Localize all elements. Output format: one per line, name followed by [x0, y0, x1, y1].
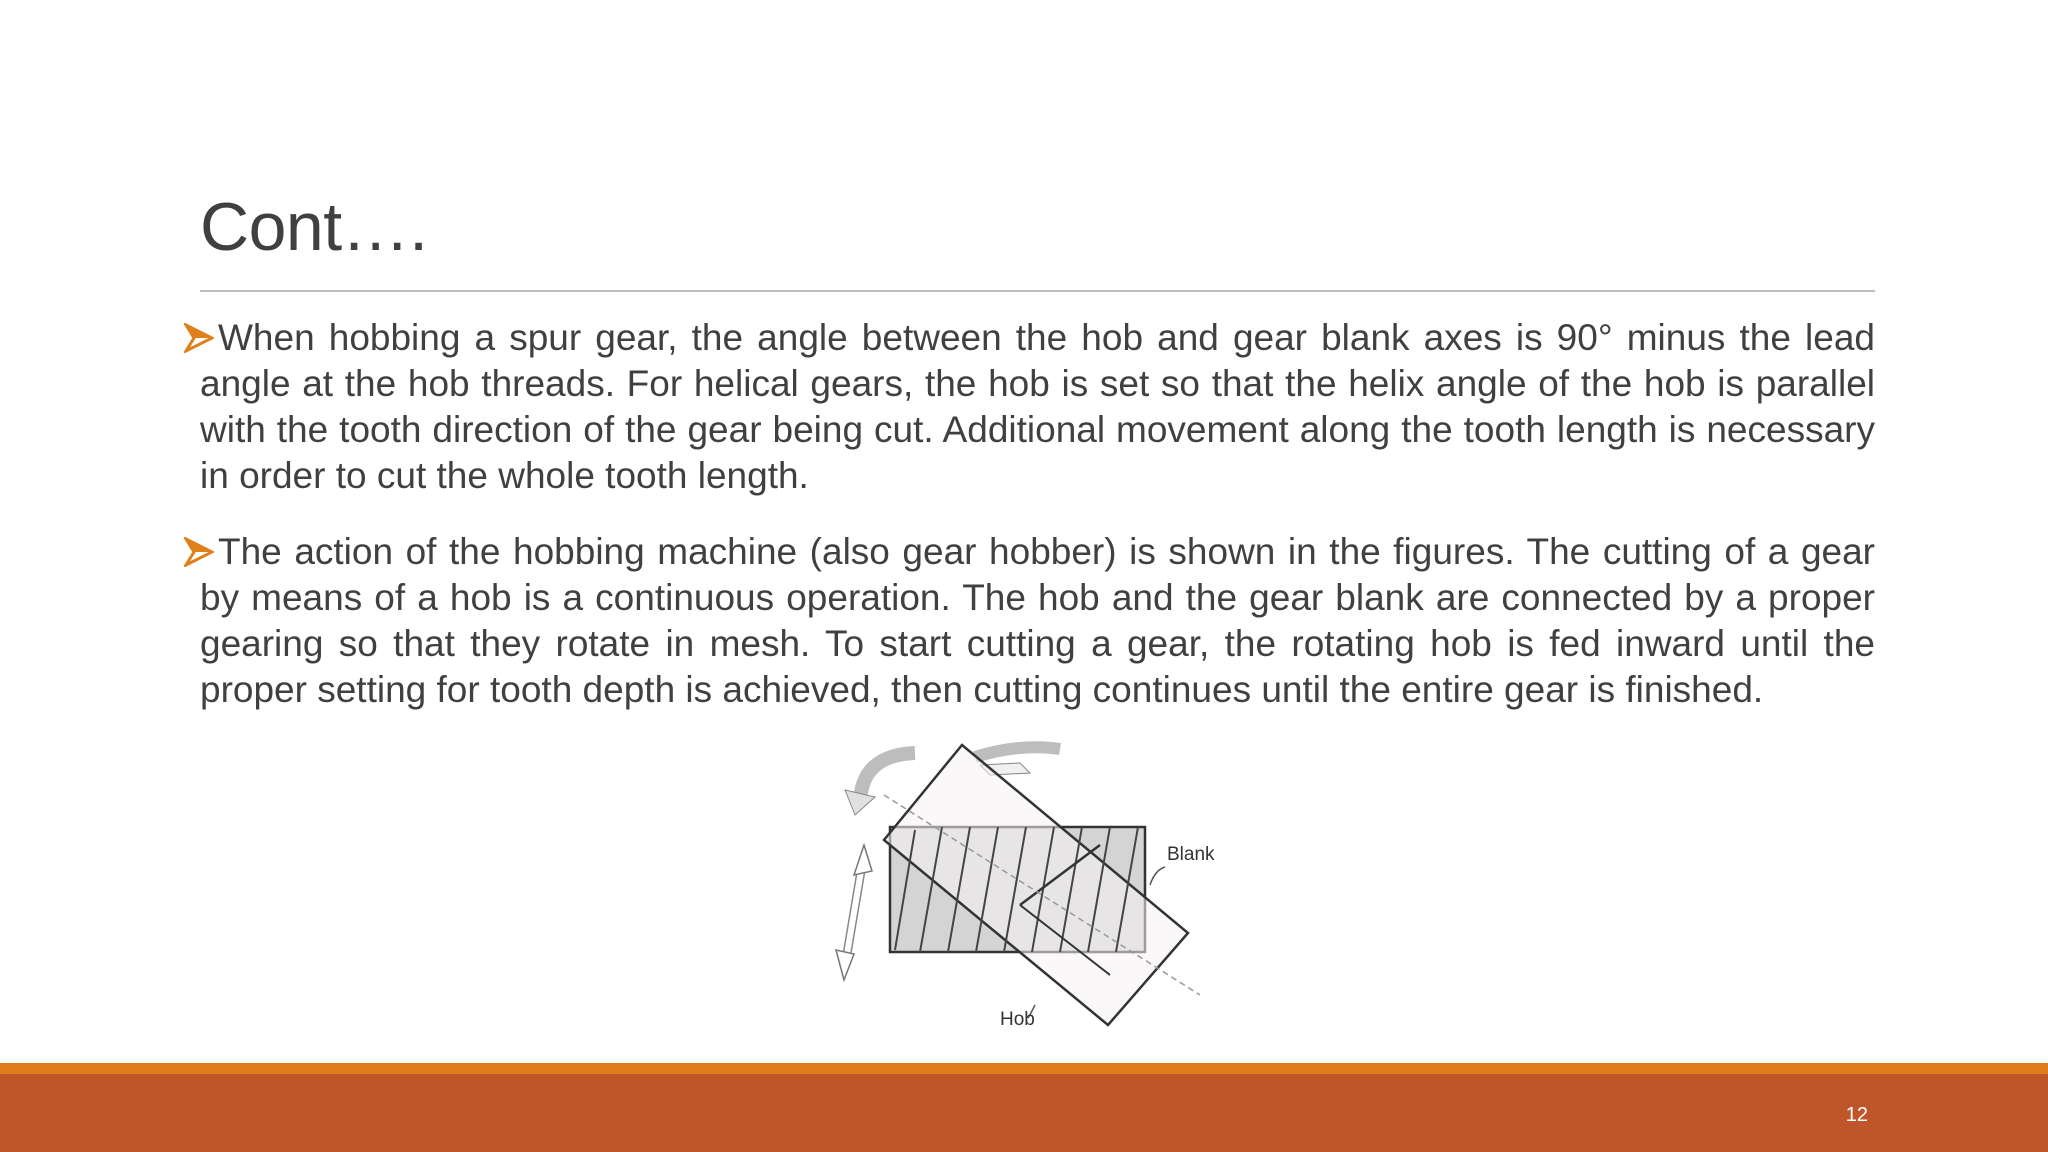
page-number: 12	[1845, 1104, 1868, 1126]
slide-body	[200, 315, 1875, 743]
bullet-text: When hobbing a spur gear, the angle between the hob and gear blank axes is 90° minus the lead angle at the hob threads. For helical gears, the hob is set so that the helix angle of the hob is parallel with the tooth direction of the gear being cut. Additional movement along the tooth length is necessary in order to cut the whole tooth length.	[200, 317, 1875, 496]
rotation-arrow-blank-icon	[975, 747, 1060, 757]
bullet-item	[200, 315, 1875, 499]
arrow-bullet-icon	[184, 537, 218, 569]
title-divider	[200, 290, 1875, 292]
footer-accent-bar	[0, 1063, 2048, 1074]
footer-bar	[0, 1074, 2048, 1152]
blank-label: Blank	[1167, 844, 1215, 865]
slide-title: Cont….	[200, 189, 428, 265]
bullet-text: The action of the hobbing machine (also gear hobber) is shown in the figures. The cutting of a gear by means of a hob is a continuous operation. The hob and the gear blank are connected by a proper gearing so that they rotate in mesh. To start cutting a gear, the rotating hob is fed inward until the proper setting for tooth depth is achieved, then cutting continues until the entire gear is finished.	[200, 531, 1875, 710]
feed-arrow-icon	[836, 845, 872, 980]
hob-label: Hob	[1000, 1009, 1035, 1030]
hob-blank-diagram	[820, 735, 1240, 1035]
hobbing-figure	[820, 735, 1240, 1035]
arrow-bullet-icon	[184, 323, 218, 355]
bullet-item	[200, 529, 1875, 713]
